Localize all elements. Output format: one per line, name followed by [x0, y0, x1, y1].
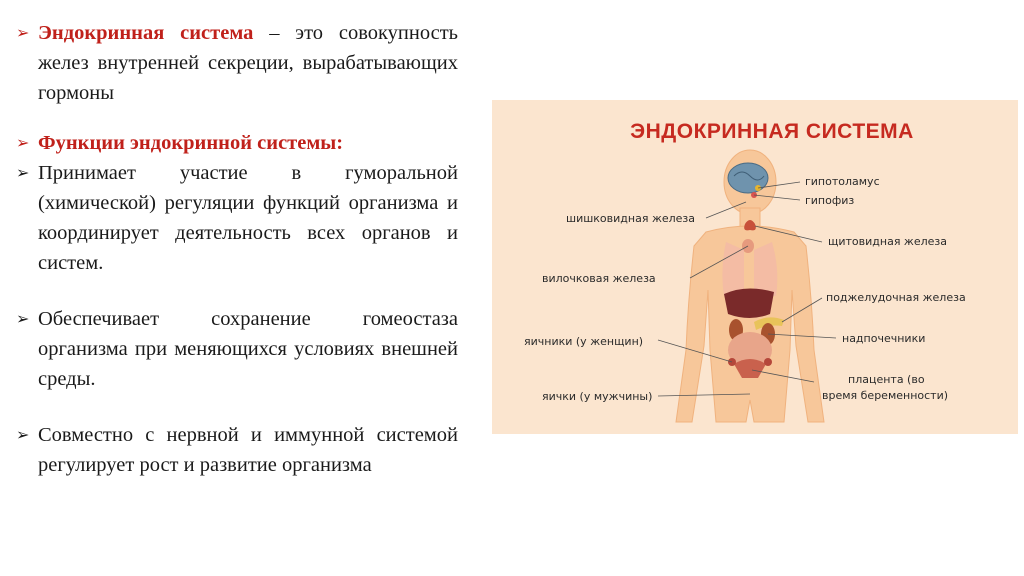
- arrow-bullet-icon: ➢: [16, 425, 30, 444]
- arrow-bullet-icon: ➢: [16, 23, 30, 42]
- definition-item: [14, 18, 458, 108]
- label-thymus: вилочковая железа: [542, 272, 656, 285]
- function-item-1: ➢ Принимает участие в гуморальной (химической) регуляции функций организма и координирует деятельность всех органов и систем.: [14, 158, 458, 278]
- label-adrenals: надпочечники: [842, 332, 926, 345]
- label-thyroid: щитовидная железа: [828, 235, 947, 248]
- label-pineal: шишковидная железа: [566, 212, 696, 225]
- function-item-3: ➢ Совместно с нервной и иммунной системой регулирует рост и развитие организма: [14, 420, 458, 480]
- label-hypothalamus: гипотоламус: [805, 175, 880, 188]
- arrow-bullet-icon: ➢: [16, 133, 30, 152]
- label-ovaries: яичники (у женщин): [524, 335, 644, 348]
- definition-term: Эндокринная система: [38, 22, 254, 44]
- arrow-bullet-icon: ➢: [16, 309, 30, 328]
- arrow-bullet-icon: ➢: [16, 163, 30, 182]
- slide-text: [14, 18, 458, 480]
- endocrine-system-figure: [492, 100, 1018, 434]
- definition-text: – это совокупность желез внутренней секреции, вырабатывающих гормоны: [38, 22, 459, 104]
- label-testes: яички (у мужчины): [542, 390, 653, 403]
- liver-mark: [724, 288, 774, 318]
- label-placenta-1: плацента (во: [848, 373, 925, 386]
- label-placenta-2: время беременности): [822, 389, 949, 402]
- functions-heading: ➢ Функции эндокринной системы:: [14, 128, 458, 158]
- label-pituitary: гипофиз: [805, 194, 855, 207]
- function-item-2: ➢ Обеспечивает сохранение гомеостаза организма при меняющихся условиях внешней среды.: [14, 304, 458, 394]
- label-pancreas: поджелудочная железа: [826, 291, 966, 304]
- body-illustration: [492, 100, 1018, 434]
- figure-title: ЭНДОКРИННАЯ СИСТЕМА: [630, 120, 914, 143]
